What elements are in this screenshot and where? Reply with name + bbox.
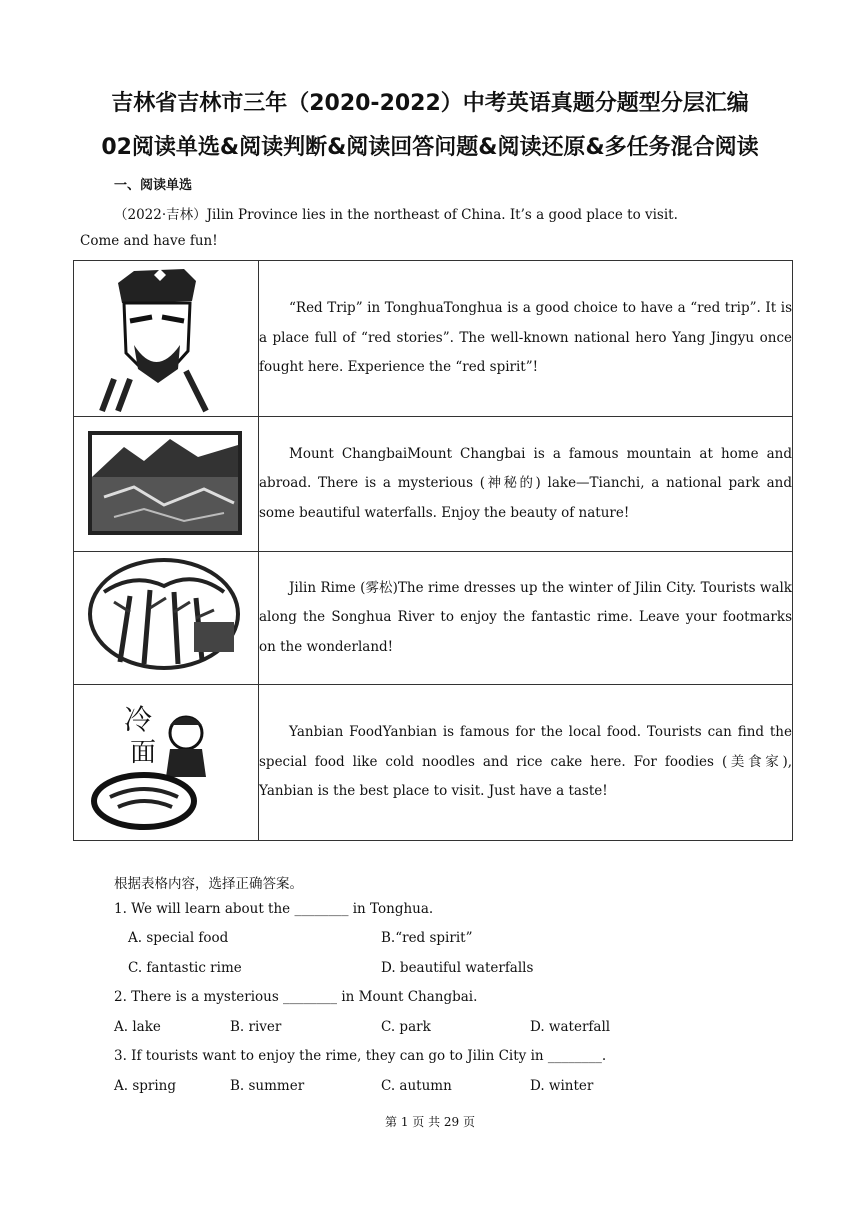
table-text-cell (259, 552, 793, 685)
instruction-text: 根据表格内容，选择正确答案。 (114, 876, 303, 892)
table-image-cell (74, 552, 259, 685)
document-title-line-1: 吉林省吉林市三年（2020-2022）中考英语真题分题型分层汇编 (111, 91, 749, 116)
question-3-option-c: C. autumn (381, 1078, 452, 1094)
table-image-cell (74, 417, 259, 552)
question-1-stem: 1. We will learn about the ________ in Tonghua. (114, 901, 434, 917)
attractions-table (73, 260, 793, 841)
soldier-portrait-icon (74, 261, 258, 416)
page-number-footer: 第 1 页 共 29 页 (385, 1115, 475, 1129)
cold-noodles-icon (74, 685, 258, 840)
question-1-option-d: D. beautiful waterfalls (381, 960, 534, 976)
table-row (74, 261, 793, 417)
question-3-stem: 3. If tourists want to enjoy the rime, they can go to Jilin City in ________. (114, 1048, 607, 1064)
table-row (74, 685, 793, 841)
svg-text:冷: 冷 (124, 703, 153, 736)
mountain-landscape-icon (74, 417, 258, 551)
question-1-option-c: C. fantastic rime (128, 960, 242, 976)
table-image-cell (74, 685, 259, 841)
question-1-option-b: B.“red spirit” (381, 930, 473, 946)
table-text-cell (259, 685, 793, 841)
question-3-option-a: A. spring (114, 1078, 177, 1094)
changbai-description: Mount ChangbaiMount Changbai is a famous mountain at home and abroad. There is a mysterious (神秘的) lake—Tianchi, a national park and some beautiful waterfalls. Enjoy the beauty of nature! (259, 445, 792, 521)
table-text-cell (259, 261, 793, 417)
table-row (74, 552, 793, 685)
table-row (74, 417, 793, 552)
intro-line-2: Come and have fun! (80, 233, 218, 249)
table-text-cell (259, 417, 793, 552)
tonghua-description: “Red Trip” in TonghuaTonghua is a good choice to have a “red trip”. It is a place full of “red stories”. The well-known national hero Yang Jingyu once fought here. Experience the “red spirit”! (259, 300, 792, 376)
document-title-line-2: 02阅读单选&阅读判断&阅读回答问题&阅读还原&多任务混合阅读 (101, 135, 759, 160)
question-2-option-d: D. waterfall (530, 1019, 611, 1035)
yanbian-description: Yanbian FoodYanbian is famous for the local food. Tourists can find the special food like cold noodles and rice cake here. For foodies (美食家), Yanbian is the best place to visit. Just have a taste! (259, 724, 792, 800)
table-image-cell (74, 261, 259, 417)
section-heading: 一、阅读单选 (114, 178, 193, 193)
rime-description: Jilin Rime (雾松)The rime dresses up the winter of Jilin City. Tourists walk along the Songhua River to enjoy the fantastic rime. Leave your footmarks on the wonderland! (259, 579, 792, 655)
question-2-option-c: C. park (381, 1019, 431, 1035)
question-3-option-d: D. winter (530, 1078, 594, 1094)
intro-line-1: （2022·吉林）Jilin Province lies in the northeast of China. It’s a good place to visit. (114, 207, 678, 223)
question-2-option-b: B. river (230, 1019, 282, 1035)
question-2-stem: 2. There is a mysterious ________ in Mount Changbai. (114, 989, 478, 1005)
svg-text:面: 面 (130, 738, 157, 768)
rime-trees-icon (74, 552, 258, 684)
question-2-option-a: A. lake (114, 1019, 161, 1035)
question-3-option-b: B. summer (230, 1078, 305, 1094)
question-1-option-a: A. special food (128, 930, 229, 946)
